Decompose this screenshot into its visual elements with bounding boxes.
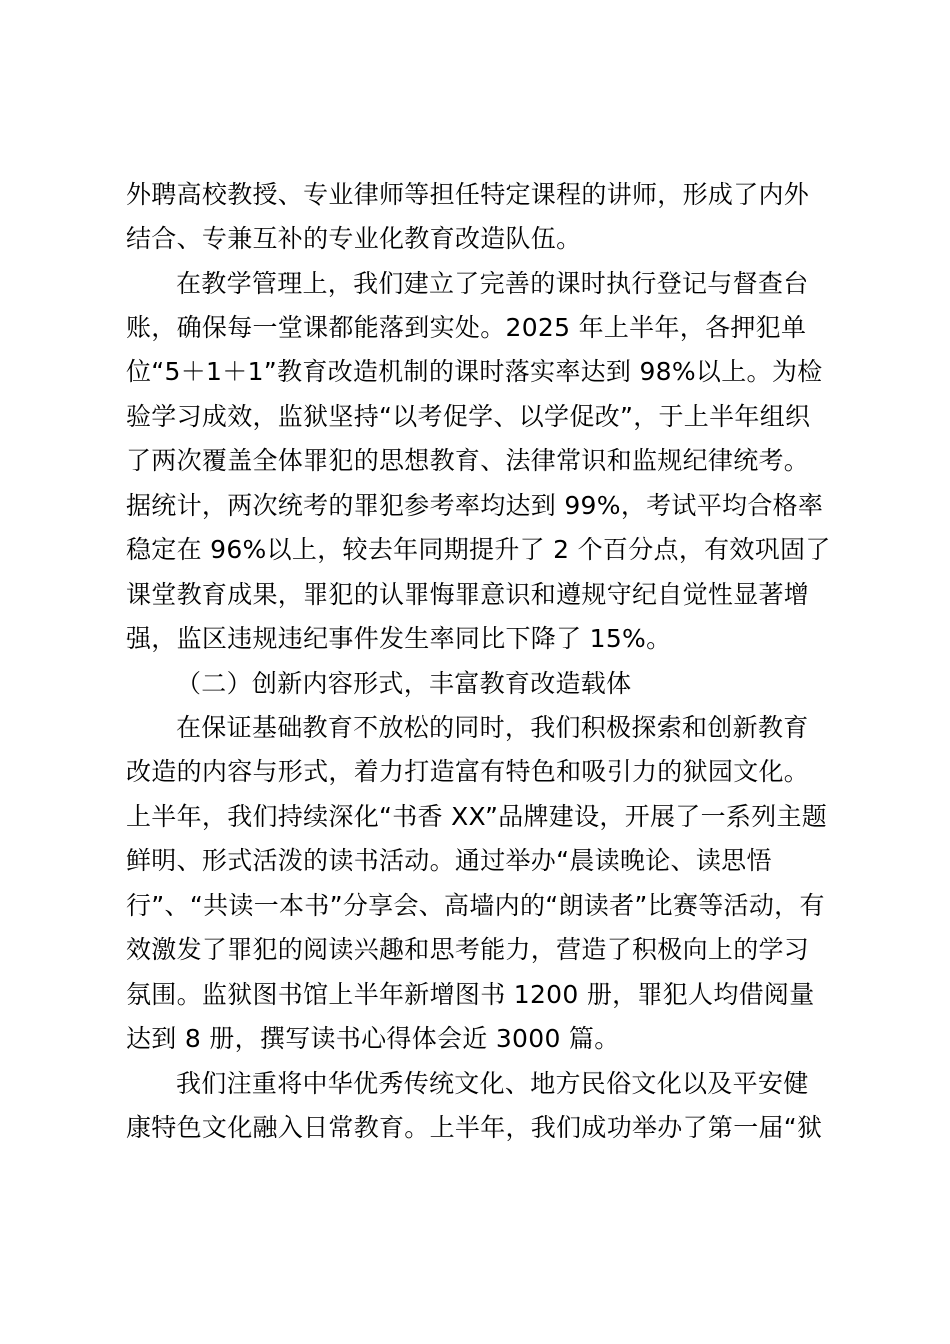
paragraph-start-line: 我们注重将中华优秀传统文化、地方民俗文化以及平安健 — [176, 1069, 809, 1098]
text-line: 效激发了罪犯的阅读兴趣和思考能力，营造了积极向上的学习 — [126, 935, 810, 964]
text-line: 外聘高校教授、专业律师等担任特定课程的讲师，形成了内外 — [126, 180, 810, 209]
text-line: 验学习成效，监狱坚持“以考促学、以学促改”，于上半年组织 — [126, 402, 811, 431]
text-line: 强，监区违规违纪事件发生率同比下降了 15%。 — [126, 624, 672, 653]
text-line: 据统计，两次统考的罪犯参考率均达到 99%，考试平均合格率 — [126, 491, 824, 520]
text-line: 改造的内容与形式，着力打造富有特色和吸引力的狱园文化。 — [126, 757, 810, 786]
text-line: 了两次覆盖全体罪犯的思想教育、法律常识和监规纪律统考。 — [126, 446, 810, 475]
text-line: 达到 8 册，撰写读书心得体会近 3000 篇。 — [126, 1024, 620, 1053]
text-line: 行”、“共读一本书”分享会、高墙内的“朗读者”比赛等活动，有 — [126, 891, 825, 920]
text-line: 稳定在 96%以上，较去年同期提升了 2 个百分点，有效巩固了 — [126, 535, 831, 564]
text-line: 结合、专兼互补的专业化教育改造队伍。 — [126, 224, 582, 253]
text-line: 鲜明、形式活泼的读书活动。通过举办“晨读晚论、读思悟 — [126, 846, 772, 875]
section-heading: （二）创新内容形式，丰富教育改造载体 — [176, 669, 632, 698]
text-line: 氛围。监狱图书馆上半年新增图书 1200 册，罪犯人均借阅量 — [126, 980, 815, 1009]
paragraph-start-line: 在保证基础教育不放松的同时，我们积极探索和创新教育 — [176, 713, 809, 742]
text-line: 康特色文化融入日常教育。上半年，我们成功举办了第一届“狱 — [126, 1113, 823, 1142]
text-line: 上半年，我们持续深化“书香 XX”品牌建设，开展了一系列主题 — [126, 802, 828, 831]
paragraph-start-line: 在教学管理上，我们建立了完善的课时执行登记与督查台 — [176, 269, 809, 298]
text-line: 位“5＋1＋1”教育改造机制的课时落实率达到 98%以上。为检 — [126, 357, 823, 386]
text-line: 账，确保每一堂课都能落到实处。2025 年上半年，各押犯单 — [126, 313, 807, 342]
text-line: 课堂教育成果，罪犯的认罪悔罪意识和遵规守纪自觉性显著增 — [126, 580, 810, 609]
